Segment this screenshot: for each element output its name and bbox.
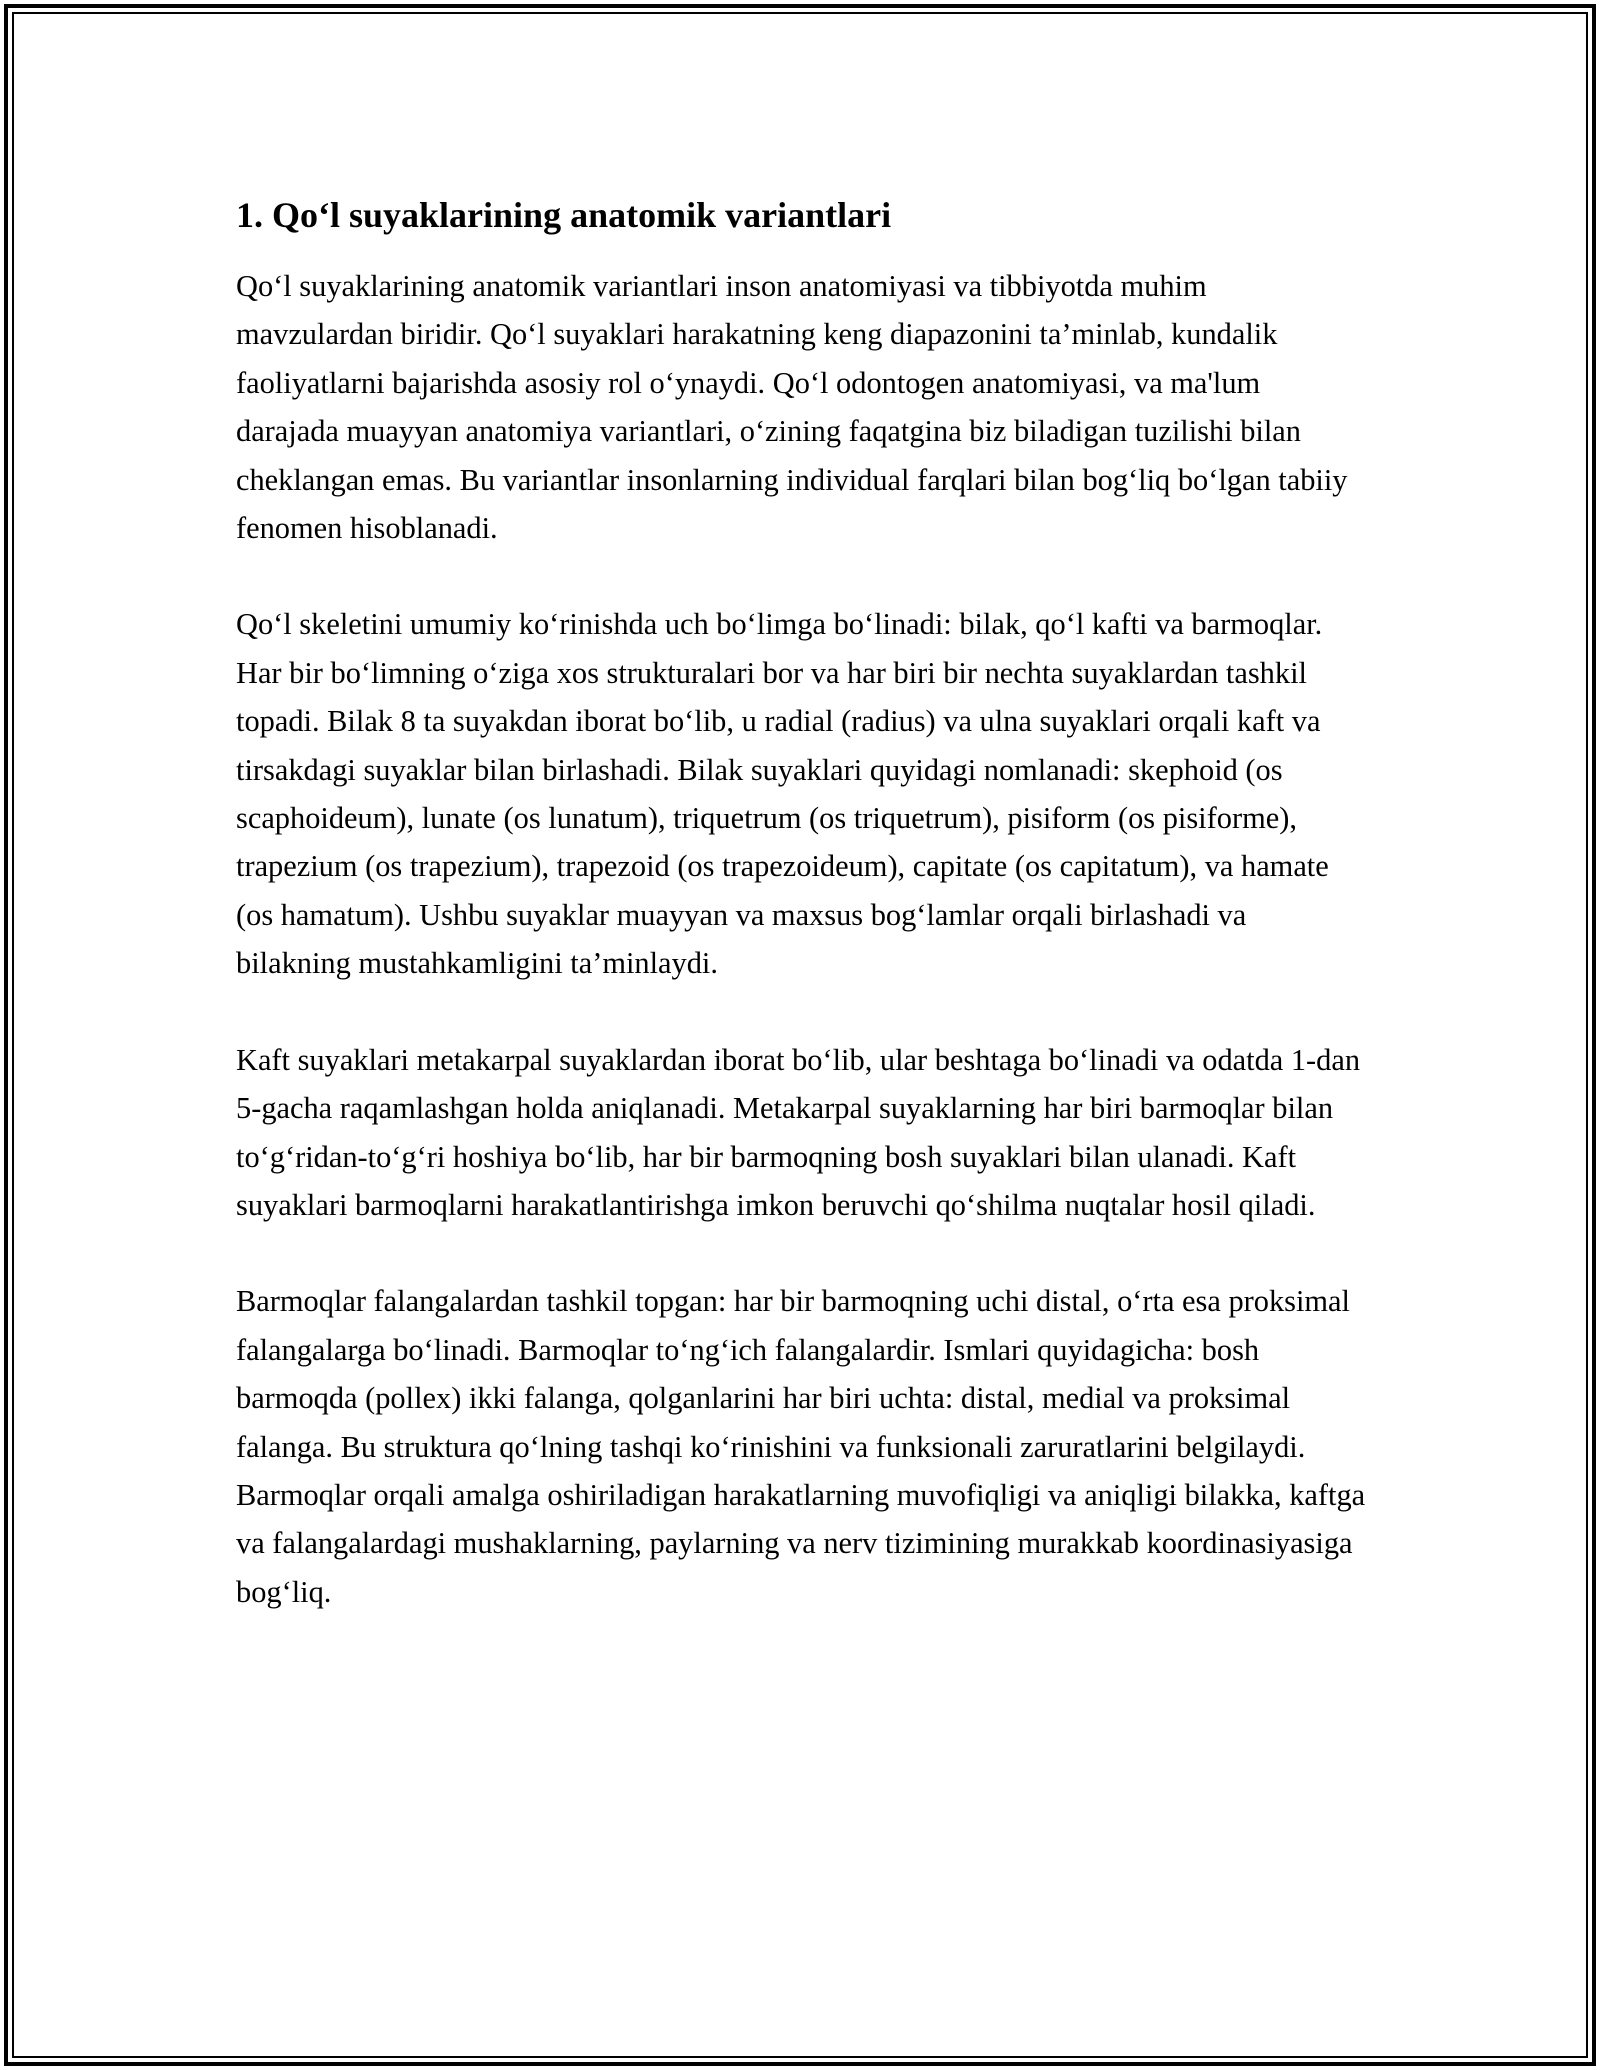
paragraph-wrist-bones: Qo‘l skeletini umumiy ko‘rinishda uch bo‘limga bo‘linadi: bilak, qo‘l kafti va barmoqlar. Har bir bo‘limning o‘ziga xos strukturalari bor va har biri bir nechta suyaklardan tashkil topadi. Bilak 8 ta suyakdan iborat bo‘lib, u radial (radius) va ulna suyaklari orqali kaft va tirsakdagi suyaklar bilan birlashadi. Bilak suyaklari quyidagi nomlanadi: skephoid (os scaphoideum), lunate (os lunatum), triquetrum (os triquetrum), pisiform (os pisiforme), trapezium (os trapezium), trapezoid (os trapezoideum), capitate (os capitatum), va hamate (os hamatum). Ushbu suyaklar muayyan va maxsus bog‘lamlar orqali birlashadi va bilakning mustahkamligini ta’minlaydi. bbox=[236, 607, 1329, 981]
section-heading: 1. Qo‘l suyaklarining anatomik variantlari bbox=[236, 195, 892, 235]
paragraph-metacarpals: Kaft suyaklari metakarpal suyaklardan iborat bo‘lib, ular beshtaga bo‘linadi va odatda 1-dan 5-gacha raqamlashgan holda aniqlanadi. Metakarpal suyaklarning har biri barmoqlar bilan to‘g‘ridan-to‘g‘ri hoshiya bo‘lib, har bir barmoqning bosh suyaklari bilan ulanadi. Kaft suyaklari barmoqlarni harakatlantirishga imkon beruvchi qo‘shilma nuqtalar hosil qiladi. bbox=[236, 1042, 1361, 1222]
paragraph-phalanges: Barmoqlar falangalardan tashkil topgan: har bir barmoqning uchi distal, o‘rta esa proksimal falangalarga bo‘linadi. Barmoqlar to‘ng‘ich falangalardir. Ismlari quyidagicha: bosh barmoqda (pollex) ikki falanga, qolganlarini har biri uchta: distal, medial va proksimal falanga. Bu struktura qo‘lning tashqi ko‘rinishini va funksionali zaruratlarini belgilaydi. Barmoqlar orqali amalga oshiriladigan harakatlarning muvofiqligi va aniqligi bilakka, kaftga va falangalardagi mushaklarning, paylarning va nerv tizimining murakkab koordinasiyasiga bog‘liq. bbox=[236, 1284, 1366, 1609]
paragraph-intro: Qo‘l suyaklarining anatomik variantlari inson anatomiyasi va tibbiyotda muhim mavzulardan biridir. Qo‘l suyaklari harakatning keng diapazonini ta’minlab, kundalik faoliyatlarni bajarishda asosiy rol o‘ynaydi. Qo‘l odontogen anatomiyasi, va ma'lum darajada muayyan anatomiya variantlari, o‘zining faqatgina biz biladigan tuzilishi bilan cheklangan emas. Bu variantlar insonlarning individual farqlari bilan bog‘liq bo‘lgan tabiiy fenomen hisoblanadi. bbox=[236, 269, 1348, 546]
document-body bbox=[236, 186, 1366, 1664]
